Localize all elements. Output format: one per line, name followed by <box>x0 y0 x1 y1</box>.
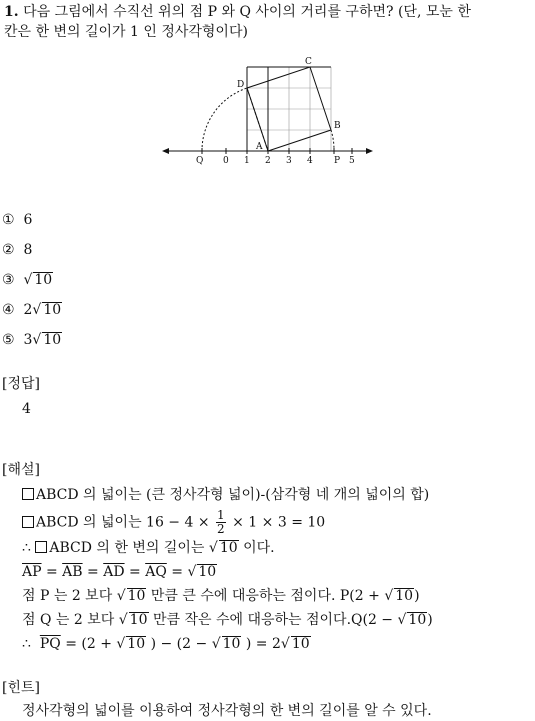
solution-line-1 <box>22 485 429 505</box>
solution-text-1: ABCD 의 넓이는 (큰 정사각형 넓이)-(삼각형 네 개의 넓이의 합) <box>36 487 430 503</box>
answer-value: 4 <box>22 401 31 417</box>
option-1[interactable] <box>2 212 32 228</box>
square-symbol <box>35 541 47 553</box>
fraction-half: $\frac{1}{2}$ <box>217 508 225 536</box>
option-2-value: 8 <box>23 242 33 258</box>
answer-heading: [정답] <box>2 376 40 392</box>
tick-2: 2 <box>265 156 271 166</box>
label-p: P <box>334 156 341 166</box>
option-4-coef: 2 <box>23 302 33 318</box>
hint-text: 정사각형의 넓이를 이용하여 정사각형의 한 변의 길이를 알 수 있다. <box>22 703 432 719</box>
option-5-value: 10 <box>43 332 62 348</box>
question-number: 1. <box>4 4 19 20</box>
right-arrow <box>366 148 373 154</box>
tick-0: 0 <box>223 156 229 166</box>
option-2[interactable] <box>2 242 32 258</box>
square-symbol <box>22 516 34 528</box>
tick-3: 3 <box>286 156 292 166</box>
option-4[interactable]: ④ 2√ 10 <box>2 302 62 318</box>
solution-text-2a: ABCD 의 넓이는 16 − 4 × <box>36 514 210 531</box>
solution-text-2b: × 1 × 3 = 10 <box>232 514 326 531</box>
label-c: C <box>305 57 312 67</box>
solution-line-6: 점 Q 는 2 보다 √ 10 만큼 작은 수에 대응하는 점이다.Q(2 − √ 10) <box>22 612 433 628</box>
solution-line-3: ∴ ABCD 의 한 변의 길이는 √ 10 이다. <box>22 540 275 556</box>
option-3-marker: ③ <box>2 272 15 288</box>
question-line-1 <box>4 2 471 22</box>
option-1-value: 6 <box>23 212 33 228</box>
solution-line-4: $\overline{AP} = \overline{AB} = \overline{AD} = \overline{AQ}$ = √ 10 <box>22 564 217 580</box>
option-3-value: 10 <box>34 272 53 288</box>
square-symbol <box>22 488 34 500</box>
option-1-marker: ① <box>2 212 15 228</box>
label-d: D <box>237 80 245 90</box>
arc-q <box>202 88 247 151</box>
left-arrow <box>162 148 169 154</box>
solution-line-2 <box>22 509 325 536</box>
label-a: A <box>256 142 263 152</box>
tick-4: 4 <box>307 156 313 166</box>
solution-line-5: 점 P 는 2 보다 √ 10 만큼 큰 수에 대응하는 점이다. P(2 + √ 10) <box>22 588 420 604</box>
label-b: B <box>334 121 341 131</box>
question-text-1: 다음 그림에서 수직선 위의 점 P 와 Q 사이의 거리를 구하면? (단, 모눈 한 <box>23 4 471 20</box>
solution-line-7: ∴ $\overline{PQ} = (2$ + √ 10 ) − (2 − √ 10 ) = 2√ 10 <box>22 636 310 652</box>
option-3[interactable]: ③ √ 10 <box>2 272 53 288</box>
option-4-value: 10 <box>43 302 62 318</box>
option-4-marker: ④ <box>2 302 15 318</box>
grid <box>247 67 331 151</box>
option-5[interactable]: ⑤ 3√ 10 <box>2 332 62 348</box>
question-text-2: 칸은 한 변의 길이가 1 인 정사각형이다) <box>4 24 248 40</box>
arc-p <box>331 130 334 151</box>
option-5-coef: 3 <box>23 332 33 348</box>
question-line-2 <box>4 22 248 42</box>
option-5-marker: ⑤ <box>2 332 15 348</box>
tick-5: 5 <box>349 156 355 166</box>
number-line-figure <box>160 52 375 167</box>
solution-heading: [해설] <box>2 462 40 478</box>
label-q: Q <box>196 156 204 166</box>
option-2-marker: ② <box>2 242 15 258</box>
hint-heading: [힌트] <box>2 680 40 696</box>
tick-1: 1 <box>244 156 250 166</box>
